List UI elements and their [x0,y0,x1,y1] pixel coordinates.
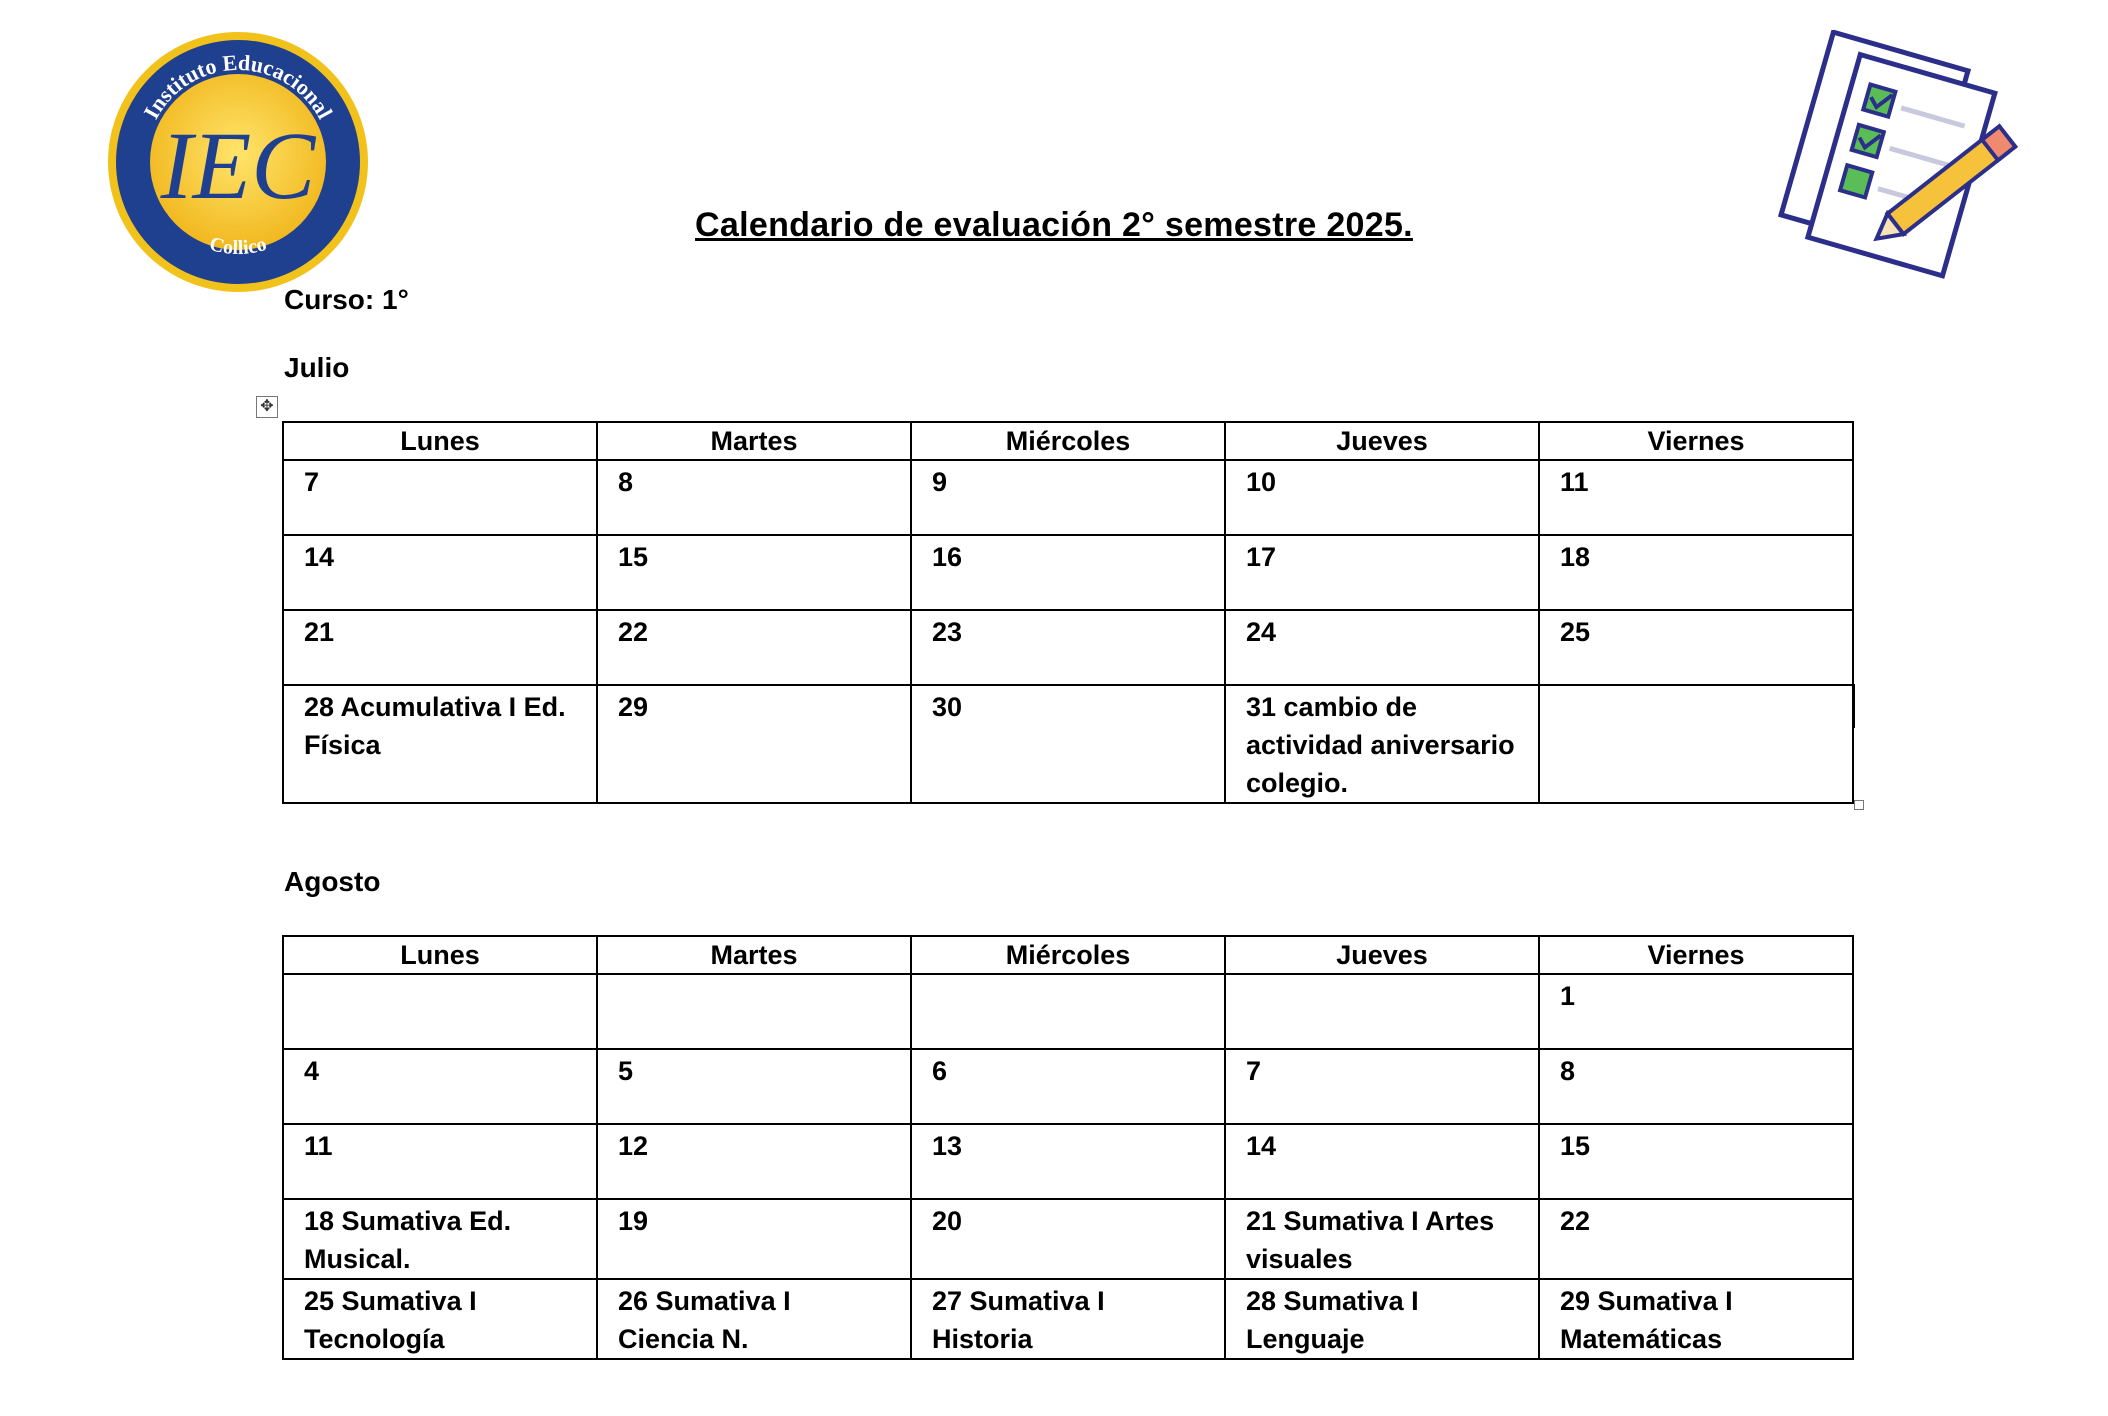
calendar-cell: 29 [597,685,911,803]
calendar-cell: 29 Sumativa I Matemáticas [1539,1279,1853,1359]
text-cursor [1853,684,1855,728]
weekday-header: Jueves [1225,936,1539,974]
calendar-cell: 18 [1539,535,1853,610]
calendar-table-august [282,935,1854,1360]
calendar-cell: 9 [911,460,1225,535]
calendar-cell: 1 [1539,974,1853,1049]
logo-arc-top-text: Instituto Educacional [138,49,338,123]
calendar-cell: 7 [283,460,597,535]
calendar-cell [283,974,597,1049]
calendar-cell: 12 [597,1124,911,1199]
weekday-header: Jueves [1225,422,1539,460]
calendar-cell: 23 [911,610,1225,685]
calendar-cell: 15 [597,535,911,610]
weekday-header: Viernes [1539,422,1853,460]
calendar-cell: 6 [911,1049,1225,1124]
weekday-header: Miércoles [911,936,1225,974]
calendar-cell: 26 Sumativa I Ciencia N. [597,1279,911,1359]
calendar-cell: 21 [283,610,597,685]
weekday-header: Viernes [1539,936,1853,974]
calendar-cell: 25 Sumativa I Tecnología [283,1279,597,1359]
calendar-cell: 7 [1225,1049,1539,1124]
weekday-header: Miércoles [911,422,1225,460]
calendar-cell: 30 [911,685,1225,803]
calendar-cell: 28 Acumulativa I Ed. Física [283,685,597,803]
weekday-header: Martes [597,422,911,460]
calendar-cell: 11 [283,1124,597,1199]
calendar-cell [1539,685,1853,803]
course-label: Curso: 1° [284,284,409,315]
calendar-cell: 8 [597,460,911,535]
calendar-cell [911,974,1225,1049]
calendar-cell: 19 [597,1199,911,1279]
weekday-header: Lunes [283,936,597,974]
calendar-cell: 14 [283,535,597,610]
calendar-cell [1225,974,1539,1049]
school-logo [106,30,370,294]
calendar-cell: 18 Sumativa Ed. Musical. [283,1199,597,1279]
calendar-cell: 5 [597,1049,911,1124]
checklist-pencil-icon [1760,30,2030,290]
month-heading-july: Julio [284,352,350,383]
weekday-header: Lunes [283,422,597,460]
calendar-cell: 16 [911,535,1225,610]
calendar-cell: 20 [911,1199,1225,1279]
logo-letters: IEC [160,112,316,219]
month-heading-august: Agosto [284,866,381,897]
calendar-cell: 17 [1225,535,1539,610]
table-resize-handle[interactable] [1854,800,1864,810]
calendar-cell: 8 [1539,1049,1853,1124]
calendar-cell: 24 [1225,610,1539,685]
calendar-cell: 27 Sumativa I Historia [911,1279,1225,1359]
calendar-cell: 28 Sumativa I Lenguaje [1225,1279,1539,1359]
calendar-cell: 15 [1539,1124,1853,1199]
calendar-table-july [282,421,1854,804]
page-title: Calendario de evaluación 2° semestre 2025. [695,206,1413,244]
calendar-cell: 14 [1225,1124,1539,1199]
calendar-cell: 25 [1539,610,1853,685]
table-move-handle-icon[interactable]: ✥ [256,396,278,418]
weekday-header: Martes [597,936,911,974]
logo-arc-bottom-text: Collico [207,232,269,260]
calendar-cell: 31 cambio de actividad aniversario colegio. [1225,685,1539,803]
calendar-cell: 4 [283,1049,597,1124]
calendar-cell: 22 [1539,1199,1853,1279]
calendar-cell: 22 [597,610,911,685]
calendar-cell: 10 [1225,460,1539,535]
calendar-cell: 21 Sumativa I Artes visuales [1225,1199,1539,1279]
calendar-cell [597,974,911,1049]
calendar-cell: 11 [1539,460,1853,535]
calendar-cell: 13 [911,1124,1225,1199]
